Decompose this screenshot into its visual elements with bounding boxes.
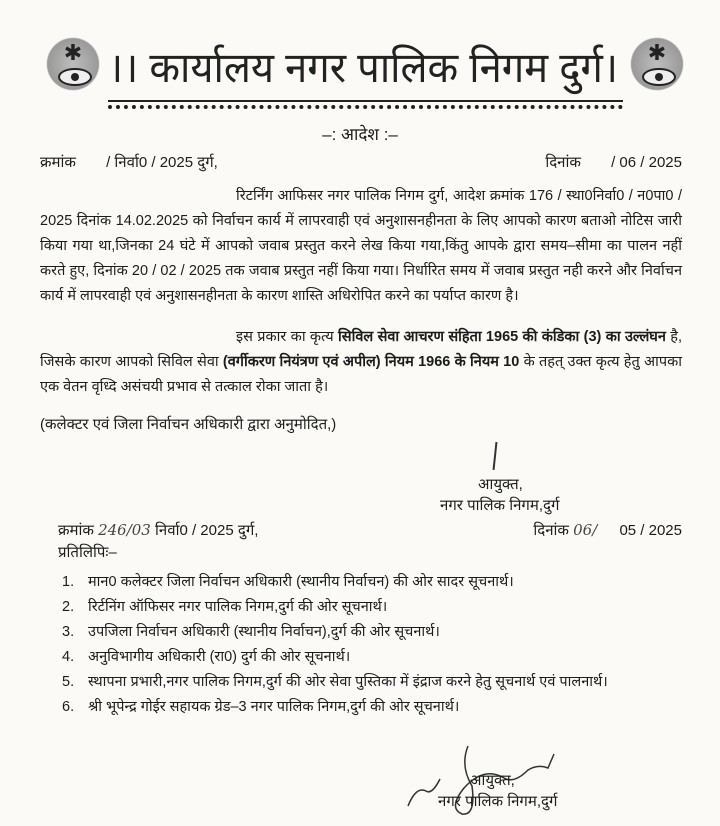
signature-mark — [493, 442, 498, 470]
final-signatory-block — [438, 770, 682, 826]
order-reference-row — [40, 152, 682, 172]
order-date-value: / 06 / 2025 — [611, 154, 682, 171]
para2-text: है, जिसके कारण आपको सिविल सेवा — [40, 329, 682, 370]
copy-recipient-list — [62, 570, 682, 720]
list-item — [62, 570, 682, 595]
signatory-block — [440, 474, 682, 516]
seal-eye-icon — [58, 68, 92, 86]
copy-number-value: निर्वा0 / 2025 दुर्ग, — [155, 522, 259, 539]
municipal-seal-left — [44, 28, 102, 100]
item-number: 1. — [62, 574, 75, 590]
item-number: 4. — [62, 649, 75, 665]
list-item — [62, 620, 682, 645]
item-text: रिर्टनिंग ऑफिसर नगर पालिक निगम,दुर्ग की ओर सूचनार्थ। — [88, 599, 388, 615]
item-number: 3. — [62, 624, 75, 640]
copy-date-handwritten: 06/ — [573, 521, 598, 539]
item-text: श्री भूपेन्द्र गोईर सहायक ग्रेड–3 नगर पालिक निगम,दुर्ग की ओर सूचनार्थ। — [88, 699, 460, 715]
final-signatory-office: नगर पालिक निगम,दुर्ग — [438, 793, 558, 810]
final-signatory-title: आयुक्त, — [470, 772, 515, 789]
order-number-label: क्रमांक — [40, 154, 76, 171]
order-paragraph-2 — [40, 325, 682, 400]
order-date — [545, 152, 682, 172]
copy-number-label: क्रमांक — [58, 522, 94, 539]
signatory-title: आयुक्त, — [478, 476, 523, 493]
list-item — [62, 670, 682, 695]
header-divider — [108, 100, 623, 109]
copy-label: प्रतिलिपिः– — [58, 544, 117, 561]
order-date-label: दिनांक — [545, 154, 581, 171]
signatory-office: नगर पालिक निगम,दुर्ग — [440, 497, 560, 514]
item-text: स्थापना प्रभारी,नगर पालिक निगम,दुर्ग की ओर सेवा पुस्तिका में इंद्राज करने हेतु सूचनार्थ एवं पालनार्थ। — [88, 674, 608, 690]
copy-date-value: 05 / 2025 — [619, 522, 682, 539]
approval-note: (कलेक्टर एवं जिला निर्वाचन अधिकारी द्वारा अनुमोदित,) — [40, 416, 337, 433]
para2-text: के तहत् उक्त कृत्य हेतु आपका एक वेतन वृध्दि असंचयी प्रभाव से तत्काल रोका जाता है। — [40, 354, 682, 395]
list-item — [62, 645, 682, 670]
item-number: 6. — [62, 699, 75, 715]
para2-bold-text: (वर्गीकरण नियंत्रण एवं अपील) नियम 1966 के नियम 10 — [222, 354, 520, 370]
para2-text: इस प्रकार का कृत्य — [236, 329, 339, 345]
copy-date — [533, 520, 682, 540]
document-body — [40, 152, 682, 826]
order-number-value: / निर्वा0 / 2025 दुर्ग, — [106, 154, 218, 171]
list-item — [62, 595, 682, 620]
copy-reference-row — [58, 520, 682, 540]
list-item — [62, 695, 682, 720]
copy-date-label: दिनांक — [533, 522, 569, 539]
item-text: उपजिला निर्वाचन अधिकारी (स्थानीय निर्वाचन),दुर्ग की ओर सूचनार्थ। — [88, 624, 440, 640]
item-number: 5. — [62, 674, 75, 690]
order-heading: –: आदेश :– — [322, 125, 398, 144]
seal-emblem-icon: ✱ — [63, 40, 83, 65]
copy-number — [58, 520, 258, 540]
copy-number-handwritten: 246/03 — [98, 521, 151, 539]
seal-emblem-icon: ✱ — [647, 40, 667, 65]
municipal-seal-right — [628, 28, 686, 100]
item-text: अनुविभागीय अधिकारी (रा0) दुर्ग की ओर सूचनार्थ। — [88, 649, 351, 665]
item-text: मान0 कलेक्टर जिला निर्वाचन अधिकारी (स्थानीय निर्वाचन) की ओर सादर सूचनार्थ। — [88, 574, 514, 590]
office-title-box — [108, 38, 622, 95]
item-number: 2. — [62, 599, 75, 615]
para2-bold-text: सिविल सेवा आचरण संहिता 1965 की कंडिका (3) का उल्लंघन — [338, 329, 666, 345]
order-paragraph-1: रिटर्निंग आफिसर नगर पालिक निगम दुर्ग, आदेश क्रमांक 176 / स्था0निर्वा0 / न0पा0 / 2025 दिनांक 14.02.2025 को निर्वाचन कार्य में लापरवाही एवं अनुशासनहीनता के लिए आपको कारण बताओ नोटिस जारी किया गया था,जिनका 24 घंटे में आपको जवाब प्रस्तुत करने लेख किया गया,किंतु आपके द्वारा समय–सीमा का पालन नहीं करते हुए, दिनांक 20 / 02 / 2025 तक जवाब प्रस्तुत नहीं किया गया। निर्धारित समय में जवाब प्रस्तुत नही करने और निर्वाचन कार्य में लापरवाही एवं अनुशासनहीनता के कारण शास्ति अधिरोपित करने का पर्याप्त कारण है। — [40, 188, 682, 304]
office-title: ।। कार्यालय नगर पालिक निगम दुर्ग। — [108, 44, 618, 91]
order-number — [40, 152, 218, 172]
seal-eye-icon — [642, 68, 676, 86]
